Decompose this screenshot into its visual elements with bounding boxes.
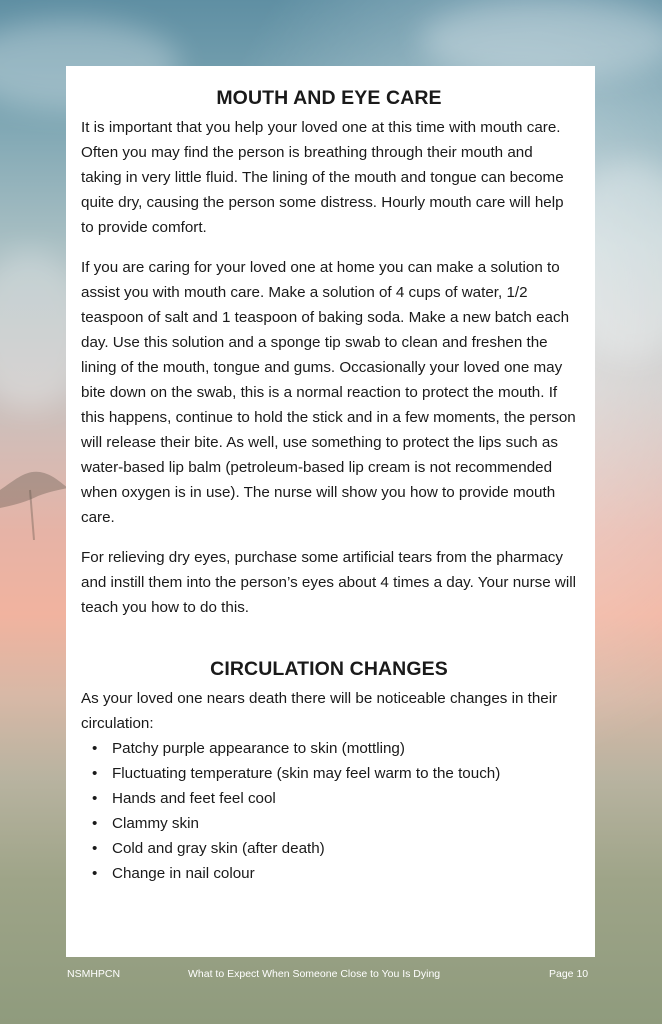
bullet-list [92, 736, 577, 886]
bullet-icon: • [92, 865, 98, 882]
list-item [92, 861, 577, 886]
bullet-icon: • [92, 815, 98, 832]
list-item [92, 786, 577, 811]
paragraph: It is important that you help your loved one at this time with mouth care. Often you may find the person is breathing through their mouth and taking in very little fluid. The lining of the mouth and tongue can become quite dry, causing the person some distress. Hourly mouth care will help to provide comfort. [81, 119, 564, 236]
list-item [92, 761, 577, 786]
content-card [66, 66, 595, 957]
bullet-icon: • [92, 840, 98, 857]
list-item [92, 836, 577, 861]
section-title-mouth-eye-care: MOUTH AND EYE CARE [216, 87, 442, 109]
footer-org: NSMHPCN [67, 968, 121, 980]
footer-page-number: Page 10 [549, 968, 589, 980]
footer-document-title: What to Expect When Someone Close to You Is Dying [188, 968, 441, 980]
paragraph: For relieving dry eyes, purchase some artificial tears from the pharmacy and instill them into the person’s eyes about 4 times a day. Your nurse will teach you how to do this. [81, 549, 577, 616]
list-item-text: Hands and feet feel cool [112, 790, 276, 807]
list-item-text: Fluctuating temperature (skin may feel warm to the touch) [112, 765, 501, 782]
bullet-icon: • [92, 765, 98, 782]
list-item-text: Change in nail colour [112, 865, 255, 882]
list-item-text: Clammy skin [112, 815, 199, 832]
list-item [92, 736, 577, 761]
paragraph: If you are caring for your loved one at home you can make a solution to assist you with mouth care. Make a solution of 4 cups of water, 1/2 teaspoon of salt and 1 teaspoon of baking soda. Make a new batch each day. Use this solution and a sponge tip swab to clean and freshen the lining of the mouth, tongue and gums. Occasionally your loved one may bite down on the swab, this is a normal reaction to protect the mouth. If this happens, continue to hold the stick and in a few moments, the person will release their bite. As well, use something to protect the lips such as water-based lip balm (petroleum-based lip cream is not recommended when oxygen is in use). The nurse will show you how to provide mouth care. [81, 259, 576, 526]
list-item-text: Patchy purple appearance to skin (mottling) [112, 740, 405, 757]
paragraph: As your loved one nears death there will be noticeable changes in their circulation: [81, 690, 558, 732]
background-tree-silhouette [0, 430, 70, 540]
bullet-icon: • [92, 790, 98, 807]
list-item [92, 811, 577, 836]
section-title-circulation-changes: CIRCULATION CHANGES [210, 658, 448, 680]
bullet-icon: • [92, 740, 98, 757]
list-item-text: Cold and gray skin (after death) [112, 840, 325, 857]
